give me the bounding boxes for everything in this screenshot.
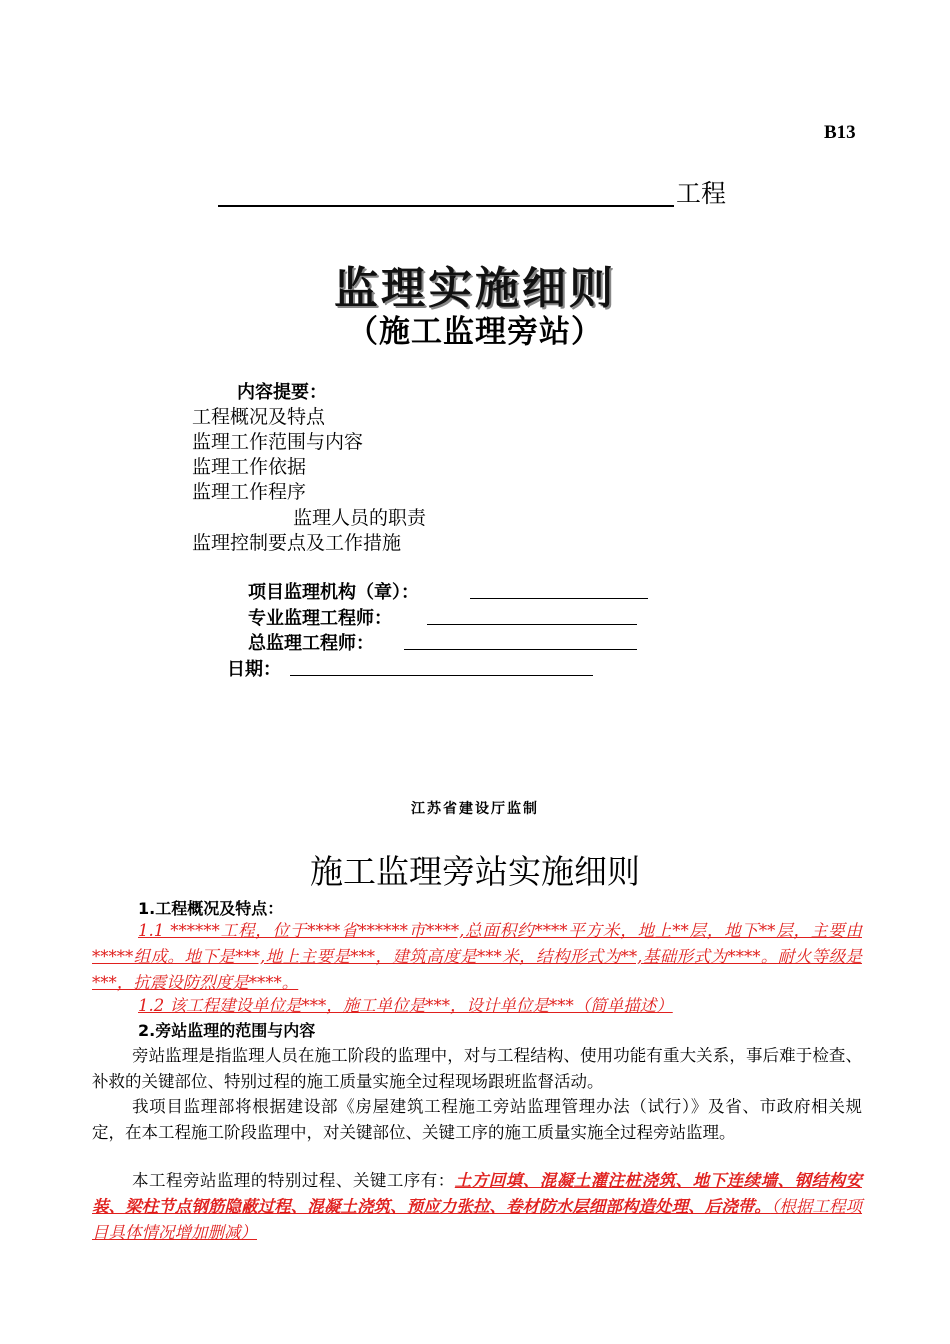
org-seal-blank[interactable] [470, 598, 648, 599]
toc-item: 监理工作程序 [192, 481, 307, 503]
key-process-intro: 本工程旁站监理的特别过程、关键工序有： [132, 1171, 455, 1190]
toc-item: 监理工作范围与内容 [192, 431, 364, 453]
key-process-note: （根据工程项目具体情况增加删减） [92, 1197, 863, 1242]
document-code: B13 [824, 122, 856, 143]
section-1-paragraph-2: 1.2 该工程建设单位是***，施工单位是***，设计单位是***（简单描述） [138, 996, 673, 1015]
section-title: 施工监理旁站实施细则 [310, 852, 640, 891]
org-seal-label: 项目监理机构（章）： [248, 582, 419, 603]
toc-item: 监理人员的职责 [293, 507, 427, 529]
section-2-paragraph-3 [92, 1168, 862, 1246]
date-blank[interactable] [290, 675, 593, 676]
section-1-paragraph-1: 1.1 ******工程，位于****省******市****,总面积约****平方米，地上**层，地下**层，主要由*****组成。地下是***,地上主要是***，建筑高度是***米，结构形式为**,基础形式为****。耐火等级是***，抗震设防烈度是****。 [92, 921, 862, 992]
chief-engineer-blank[interactable] [404, 649, 637, 650]
issuer: 江苏省建设厅监制 [411, 801, 539, 817]
sub-title: （施工监理旁站） [347, 314, 603, 350]
section-2-paragraph-1: 旁站监理是指监理人员在施工阶段的监理中，对与工程结构、使用功能有重大关系，事后难于检查、补救的关键部位、特别过程的施工质量实施全过程现场跟班监督活动。 [92, 1046, 862, 1091]
chief-engineer-label: 总监理工程师： [248, 633, 374, 654]
project-name-blank[interactable] [218, 205, 674, 207]
engineer-blank[interactable] [427, 624, 637, 625]
project-suffix: 工程 [676, 179, 727, 208]
date-label: 日期： [227, 659, 281, 680]
section-2-paragraph-2: 我项目监理部将根据建设部《房屋建筑工程施工旁站监理管理办法（试行）》及省、市政府相关规定，在本工程施工阶段监理中，对关键部位、关键工序的施工质量实施全过程旁站监理。 [92, 1097, 862, 1142]
toc-item: 监理工作依据 [192, 456, 307, 478]
section-1-heading: 1.工程概况及特点： [138, 899, 284, 918]
section-2-heading: 2.旁站监理的范围与内容 [138, 1021, 316, 1040]
key-process-list: 土方回填、混凝土灌注桩浇筑、地下连续墙、钢结构安装、梁柱节点钢筋隐蔽过程、混凝土浇筑、预应力张拉、卷材防水层细部构造处理、后浇带。 [92, 1171, 863, 1216]
toc-item: 监理控制要点及工作措施 [192, 532, 402, 554]
engineer-label: 专业监理工程师： [248, 608, 392, 629]
toc-item: 工程概况及特点 [192, 406, 326, 428]
toc-heading: 内容提要： [237, 382, 327, 403]
main-title: 监理实施细则 [334, 263, 616, 314]
